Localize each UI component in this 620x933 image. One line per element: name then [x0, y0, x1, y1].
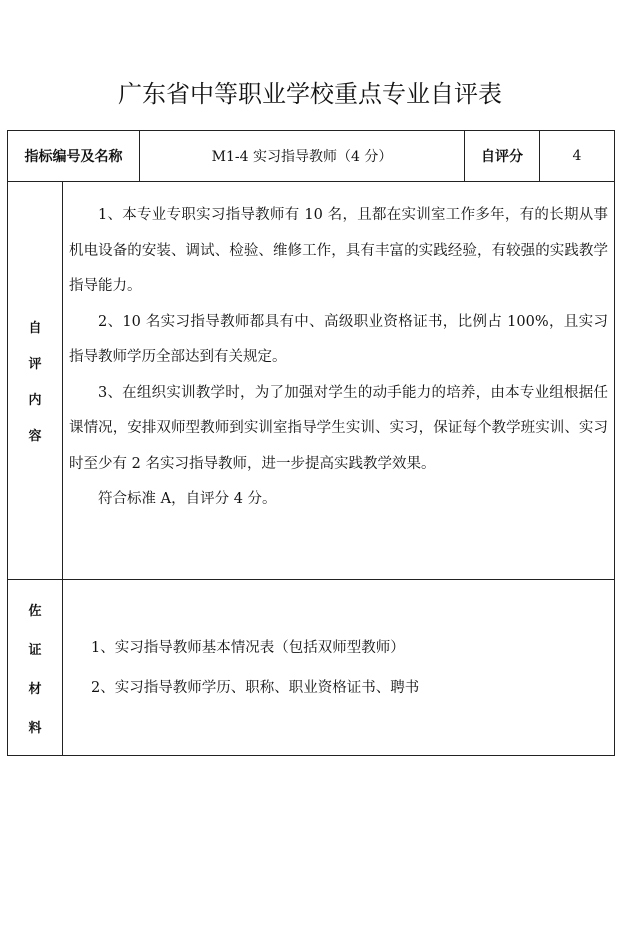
page-title: 广东省中等职业学校重点专业自评表 [118, 80, 502, 108]
content-body [63, 182, 615, 580]
evidence-section-label [8, 580, 63, 756]
evidence-row [8, 580, 615, 756]
content-paragraph: 符合标准 A，自评分 4 分。 [98, 491, 277, 507]
label-char: 内 [28, 393, 42, 408]
label-char: 料 [28, 720, 42, 736]
label-char: 容 [28, 429, 42, 444]
self-evaluation-table [7, 130, 615, 756]
content-section-label [8, 182, 63, 580]
content-paragraph: 1、本专业专职实习指导教师有 10 名，且都在实训室工作多年，有的长期从事机电设备的安装、调试、检验、维修工作，具有丰富的实践经验，有较强的实践教学指导能力。 [69, 207, 608, 294]
header-row [8, 131, 615, 182]
score-label: 自评分 [465, 131, 540, 182]
indicator-value: M1-4 实习指导教师（4 分） [140, 131, 465, 182]
evidence-item: 1、实习指导教师基本情况表（包括双师型教师） [91, 639, 405, 656]
content-paragraph: 3、在组织实训教学时，为了加强对学生的动手能力的培养，由本专业组根据任课情况，安排双师型教师到实训室指导学生实训、实习，保证每个教学班实训、实习时至少有 2 名实习指导教师，进一步提高实践教学效果。 [69, 384, 608, 472]
score-value: 4 [540, 131, 615, 182]
label-char: 材 [28, 681, 42, 697]
label-char: 评 [28, 357, 42, 372]
content-row [8, 182, 615, 580]
indicator-label: 指标编号及名称 [8, 131, 140, 182]
label-char: 佐 [28, 603, 42, 619]
label-char: 自 [28, 321, 42, 336]
label-char: 证 [28, 642, 42, 658]
content-paragraph: 2、10 名实习指导教师都具有中、高级职业资格证书，比例占 100%，且实习指导教师学历全部达到有关规定。 [69, 313, 608, 365]
evidence-body [63, 580, 615, 756]
evidence-item: 2、实习指导教师学历、职称、职业资格证书、聘书 [91, 679, 420, 696]
